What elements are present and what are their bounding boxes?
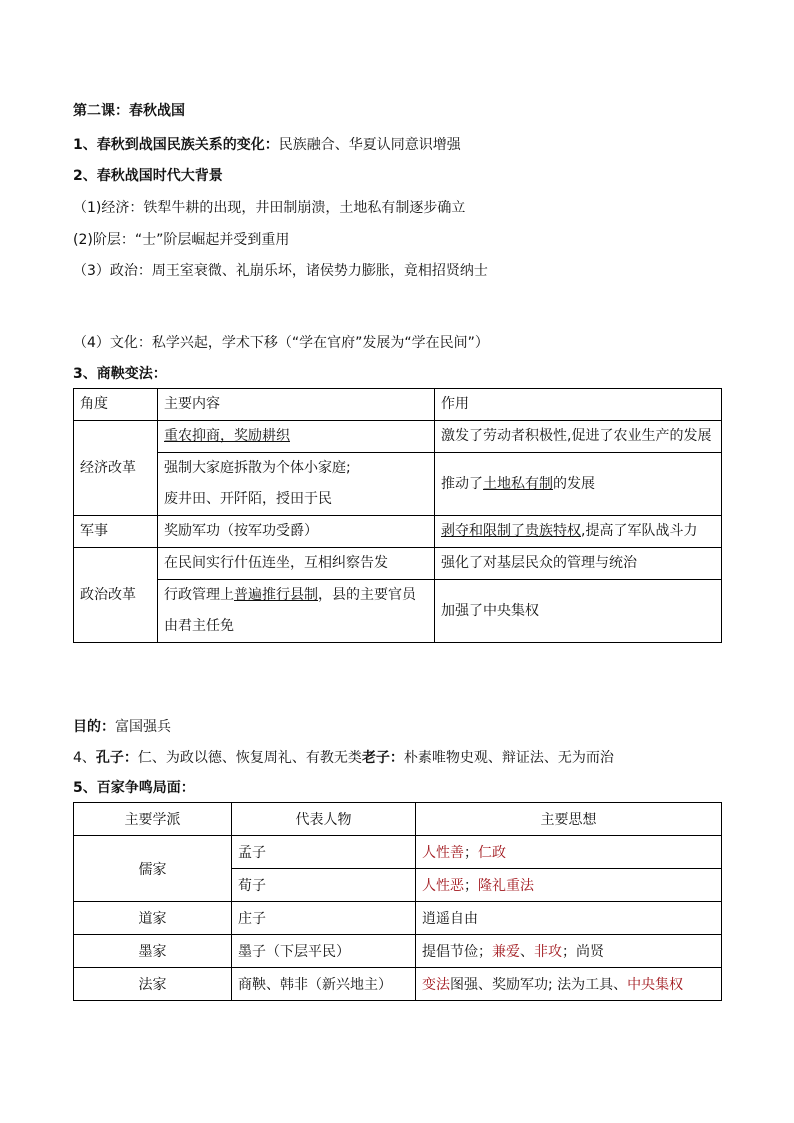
laozi-head: 老子： xyxy=(361,750,404,766)
content-cell: 重农抑商，奖励耕织 xyxy=(158,421,435,453)
table-row xyxy=(74,516,722,548)
purpose-text: 富国强兵 xyxy=(115,719,171,735)
background-culture: （4）文化：私学兴起，学术下移（“学在官府”发展为“学在民间”） xyxy=(73,335,489,351)
table-row xyxy=(74,421,722,453)
table-row xyxy=(74,935,722,968)
table-row xyxy=(74,902,722,935)
idea-cell: 逍遥自由 xyxy=(416,902,722,935)
idea-cell: 提倡节俭；兼爱、非攻；尚贤 xyxy=(416,935,722,968)
header-person: 代表人物 xyxy=(232,803,416,836)
background-economy: （1)经济：铁犁牛耕的出现，井田制崩溃，土地私有制逐步确立 xyxy=(73,200,466,216)
confucius-head: 孔子： xyxy=(95,750,138,766)
point-1-head: 1、春秋到战国民族关系的变化： xyxy=(73,137,279,153)
header-idea: 主要思想 xyxy=(416,803,722,836)
school-confucian: 儒家 xyxy=(74,836,232,902)
table-row xyxy=(74,968,722,1001)
header-content: 主要内容 xyxy=(158,389,435,421)
point-1 xyxy=(73,134,461,154)
point-5-head: 5、百家争鸣局面： xyxy=(73,780,195,796)
person-cell: 荀子 xyxy=(232,869,416,902)
header-school: 主要学派 xyxy=(74,803,232,836)
table-row xyxy=(74,453,722,516)
person-cell: 商鞅、韩非（新兴地主） xyxy=(232,968,416,1001)
header-aspect: 角度 xyxy=(74,389,158,421)
school-daoist: 道家 xyxy=(74,902,232,935)
effect-cell: 强化了对基层民众的管理与统治 xyxy=(435,548,722,580)
school-mohist: 墨家 xyxy=(74,935,232,968)
point-1-text: 民族融合、华夏认同意识增强 xyxy=(278,137,461,153)
table-row xyxy=(74,548,722,580)
content-cell: 奖励军功（按军功受爵） xyxy=(158,516,435,548)
purpose-line xyxy=(73,716,171,736)
idea-cell: 变法图强、奖励军功; 法为工具、中央集权 xyxy=(416,968,722,1001)
table-header-row xyxy=(74,803,722,836)
effect-cell: 激发了劳动者积极性,促进了农业生产的发展 xyxy=(435,421,722,453)
aspect-politics: 政治改革 xyxy=(74,548,158,643)
point-3-head: 3、商鞅变法： xyxy=(73,366,167,382)
idea-cell: 人性恶；隆礼重法 xyxy=(416,869,722,902)
table-header-row xyxy=(74,389,722,421)
effect-cell: 推动了土地私有制的发展 xyxy=(435,453,722,516)
effect-cell: 剥夺和限制了贵族特权,提高了军队战斗力 xyxy=(435,516,722,548)
content-cell: 在民间实行什伍连坐，互相纠察告发 xyxy=(158,548,435,580)
point-2-head: 2、春秋战国时代大背景 xyxy=(73,168,223,184)
header-effect: 作用 xyxy=(435,389,722,421)
point-4: 4、孔子：仁、为政以德、恢复周礼、有教无类老子：朴素唯物史观、辩证法、无为而治 xyxy=(73,750,614,766)
person-cell: 孟子 xyxy=(232,836,416,869)
idea-cell: 人性善；仁政 xyxy=(416,836,722,869)
hundred-schools-table xyxy=(73,802,722,1001)
school-legalist: 法家 xyxy=(74,968,232,1001)
background-politics: （3）政治：周王室衰微、礼崩乐坏，诸侯势力膨胀，竟相招贤纳士 xyxy=(73,263,488,279)
purpose-head: 目的： xyxy=(73,719,115,735)
aspect-economy: 经济改革 xyxy=(74,421,158,516)
person-cell: 墨子（下层平民） xyxy=(232,935,416,968)
table-row xyxy=(74,580,722,643)
content-cell: 行政管理上普遍推行县制，县的主要官员由君主任免 xyxy=(158,580,435,643)
background-class: (2)阶层：“士”阶层崛起并受到重用 xyxy=(73,232,290,248)
table-row xyxy=(74,836,722,869)
lesson-title: 第二课：春秋战国 xyxy=(73,103,185,119)
shang-yang-reform-table xyxy=(73,388,722,643)
aspect-military: 军事 xyxy=(74,516,158,548)
effect-cell: 加强了中央集权 xyxy=(435,580,722,643)
content-cell: 强制大家庭拆散为个体小家庭; 废井田、开阡陌，授田于民 xyxy=(158,453,435,516)
person-cell: 庄子 xyxy=(232,902,416,935)
